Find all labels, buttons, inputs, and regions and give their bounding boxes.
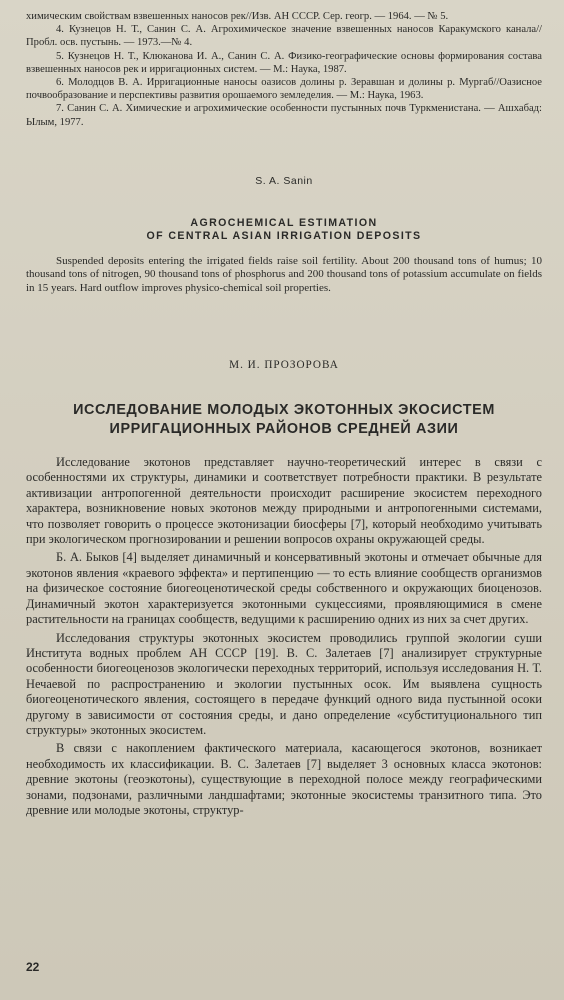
reference-item: 7. Санин С. А. Химические и агрохимические особенности пустынных почв Туркменистана. — Ашхабад: Ылым, 1977. [26, 103, 542, 128]
english-author: S. A. Sanin [255, 174, 313, 187]
english-title-line: AGROCHEMICAL ESTIMATION [190, 216, 378, 229]
article-paragraph: В связи с накоплением фактического материала, касающегося экотонов, возникает необходимость их классификации. В. С. Залетаев [7] выделяет 3 основных класса экотонов: древние экотоны (геоэкотоны), существующие в переходной полосе между географическими зонами, подзонами, различными ландшафтами; экотонные экосистемы транзитного типа. Это древние или молодые экотоны, структур- [26, 741, 542, 817]
article-author: М. И. ПРОЗОРОВА [229, 359, 339, 372]
article-paragraph: Исследование экотонов представляет научно-теоретический интерес в связи с особенностями их структуры, динамики и соответствует потребности практики. В результате активизации антропогенной деятельности происходит расширение экосистем переходного характера, возникновение новых экотонов между природными и антропогенными системами, что позволяет говорить о процессе экотонизации биосферы [7], который необходимо учитывать при экологическом прогнозировании и решении вопросов охраны окружающей среды. [26, 455, 542, 547]
article-paragraph: Исследования структуры экотонных экосистем проводились группой экологии суши Института водных проблем АН СССР [19]. В. С. Залетаев [7] анализирует структурные особенности биогеоценозов экологически переходных территорий, используя исследования Н. Т. Нечаевой по распространению и экологии пустынных осок. Им выявлена сущность биогеоценотического явления, состоящего в передаче функций одного вида пустынной осоки другому в зависимости от состояния среды, и дано определение «субституционального тип структуры» экотонных экосистем. [26, 630, 542, 737]
page-number: 22 [26, 960, 40, 974]
article-title [26, 401, 542, 439]
article-title-line: ИРРИГАЦИОННЫХ РАЙОНОВ СРЕДНЕЙ АЗИИ [109, 421, 459, 438]
english-title-line: OF CENTRAL ASIAN IRRIGATION DEPOSITS [146, 229, 422, 242]
article-paragraph: Б. А. Быков [4] выделяет динамичный и консервативный экотоны и отмечает обычные для экотонов явления «краевого эффекта» и пертипенцию — то есть влияние сообществ организмов на физическое состояние биогеоценотической среды собственного и окружающих биоценозов. Динамичный экотон характеризуется экотонными сукцессиями, проявляющимися в смене растительности на границах сообществ, ведущими к расширению одних из них за счет других. [26, 550, 542, 627]
english-abstract: Suspended deposits entering the irrigated fields raise soil fertility. About 200 thousand tons of humus; 10 thousand tons of nitrogen, 90 thousand tons of phosphorus and 200 thousand tons of potassium accumulate on fields in 15 years. Hard outflow improves physico-chemical soil properties. [26, 254, 542, 294]
reference-item: химическим свойствам взвешенных наносов рек//Изв. АН СССР. Сер. геогр. — 1964. — № 5. [26, 11, 449, 22]
reference-item: 6. Молодцов В. А. Ирригационные наносы оазисов долины р. Зеравшан и долины р. Мургаб//Оазисное почвообразование и перспективы развития орошаемого земледелия. — М.: Наука, 1963. [26, 77, 542, 102]
reference-list [26, 10, 542, 129]
english-title [26, 217, 542, 243]
article-title-line: ИССЛЕДОВАНИЕ МОЛОДЫХ ЭКОТОННЫХ ЭКОСИСТЕМ [73, 402, 495, 419]
reference-item: 5. Кузнецов Н. Т., Клюканова И. А., Санин С. А. Физико-географические основы формирования состава взвешенных наносов рек и ирригационных систем. — М.: Наука, 1987. [26, 50, 542, 75]
reference-item: 4. Кузнецов Н. Т., Санин С. А. Агрохимическое значение взвешенных наносов Каракумского канала//Пробл. осв. пустынь. — 1973.—№ 4. [26, 24, 542, 49]
article-body [26, 455, 542, 818]
